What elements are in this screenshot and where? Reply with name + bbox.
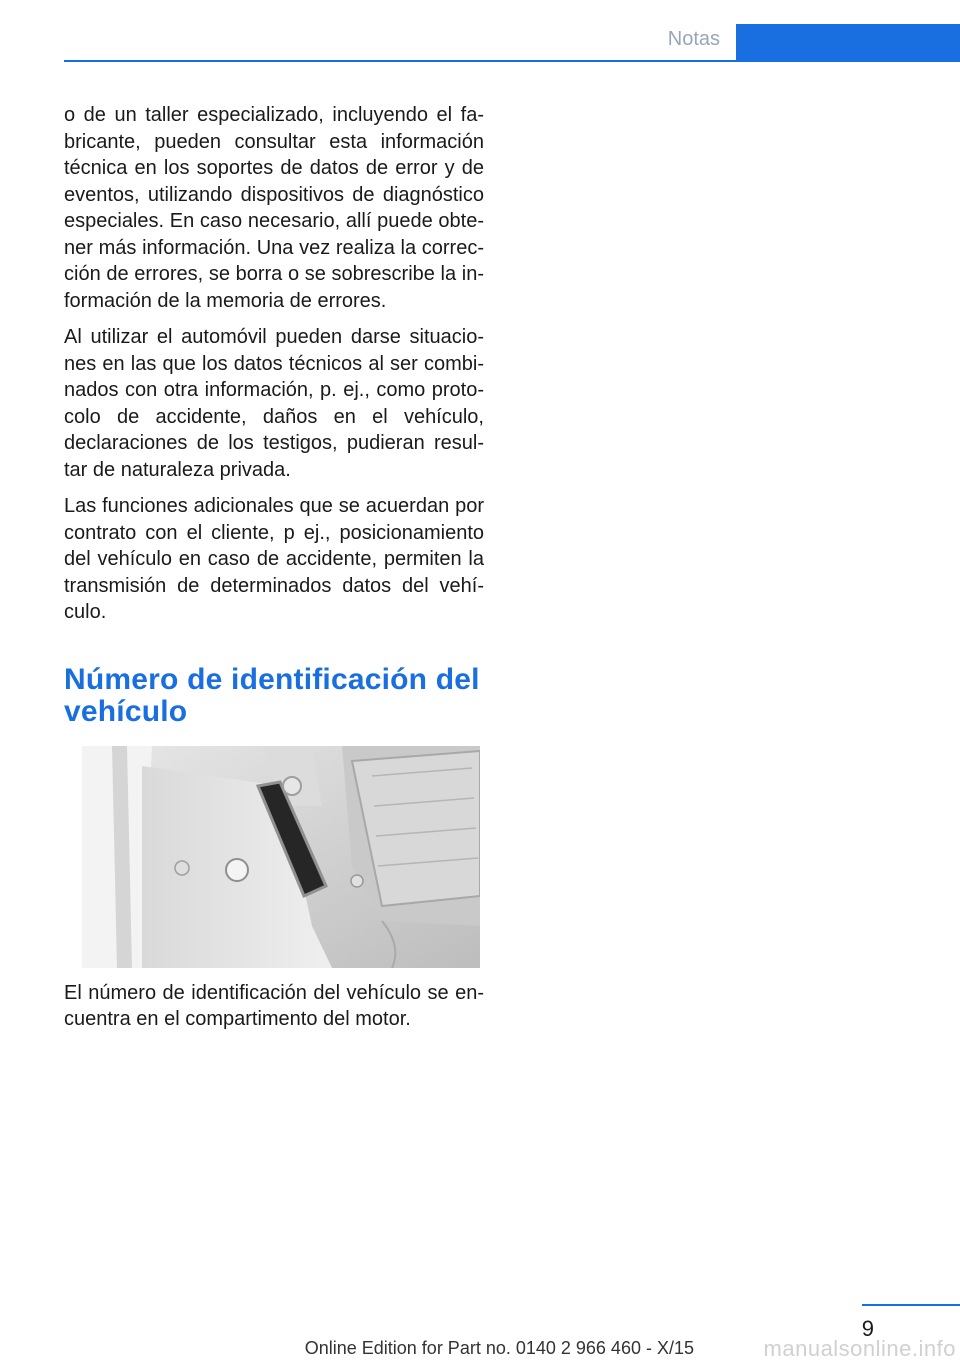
header-tab-block [736,24,960,62]
page-content [64,102,484,1053]
header-section-title: Notas [667,28,720,50]
body-paragraph: Al utilizar el automóvil pueden darse situacio‑ nes en las que los datos técnicos al ser combi‑ nados con otra información, p. ej., como proto‑ colo de accidente, daños en el vehículo, declaraciones de los testigos, pudieran resul‑ tar de naturaleza privada. [64,326,484,481]
page-number: 9 [861,1316,874,1341]
footer-rule [862,1304,960,1306]
header-rule [64,60,736,62]
body-paragraph: Las funciones adicionales que se acuerdan por contrato con el cliente, p ej., posicionamiento del vehículo en caso de accidente, permiten la transmisión de determinados datos del vehí‑ culo. [64,495,484,623]
watermark: manualsonline.info [763,1336,956,1361]
section-heading: Número de identificación del vehículo [64,662,480,728]
engine-compartment-photo [82,746,480,968]
body-paragraph: o de un taller especializado, incluyendo el fa‑ bricante, pueden consultar esta información técnica en los soportes de datos de error y de eventos, utilizando dispositivos de diagnóstico especiales. En caso necesario, allí puede obte‑ ner más información. Una vez realiza la correc‑ ción de errores, se borra o se sobrescribe la in‑ formación de la memoria de errores. [64,104,484,312]
footer-edition-text: Online Edition for Part no. 0140 2 966 460 - X/15 [304,1338,694,1358]
figure-caption: El número de identificación del vehículo se en‑ cuentra en el compartimento del motor. [64,981,484,1030]
